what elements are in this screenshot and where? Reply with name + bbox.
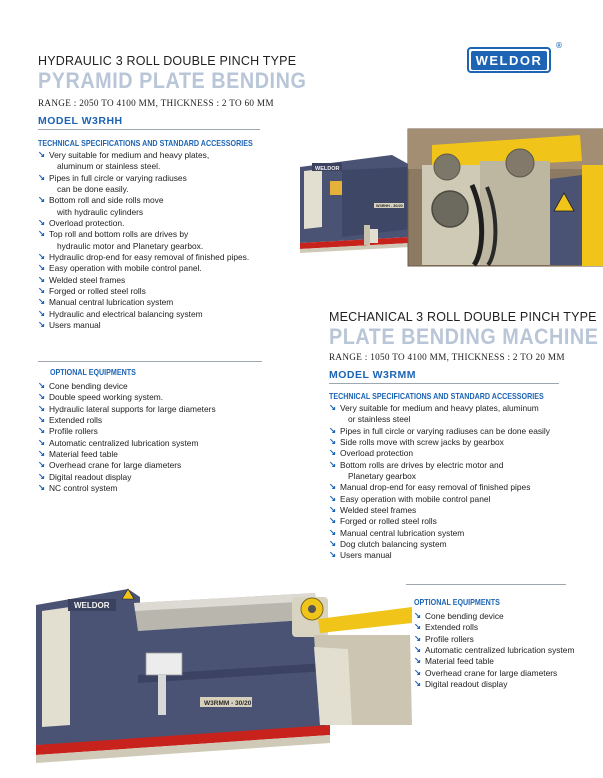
section1-model: MODEL W3RHH [38,115,123,127]
section1-spec-item: ↘ Very suitable for medium and heavy plates, [38,150,249,161]
section2-spec-item: ↘ Pipes in full circle or varying radiuses can be done easily [329,426,550,437]
section1-optional-item: ↘ NC control system [38,483,216,494]
machine-pedal [370,229,378,243]
section1-spec-item: can be done easily. [57,184,129,195]
section2-optional-item: ↘ Cone bending device [414,611,574,622]
mechanical-machine-photo [30,575,412,775]
closeup-roll-right [506,149,534,177]
section2-supertitle: MECHANICAL 3 ROLL DOUBLE PINCH TYPE [329,310,597,324]
section1-spec-item: aluminum or stainless steel. [57,161,161,172]
machine-yellow-plate [318,607,412,633]
machine-left-door [42,607,70,727]
section2-spec-item: ↘ Manual drop-end for easy removal of finished pipes [329,482,550,493]
section2-optional-list [414,611,574,690]
section1-optional-item: ↘ Hydraulic lateral supports for large diameters [38,404,216,415]
machine-control-panel [146,653,182,675]
section2-spec-item: or stainless steel [348,414,411,425]
closeup-roll-left [434,154,460,180]
weldor-logo-inner [471,51,547,70]
hydraulic-machine-photo [282,125,603,290]
section2-optional-item: ↘ Extended rolls [414,622,574,633]
machine-model-text: W3RMM - 30/20 [204,700,252,707]
section1-title: PYRAMID PLATE BENDING [38,68,307,93]
section1-optional-item: ↘ Extended rolls [38,415,216,426]
mechanical-machine-illustration [30,575,412,775]
section2-spec-item: ↘ Very suitable for medium and heavy plates, aluminum [329,403,550,414]
section2-model-rule [329,383,559,384]
section2-spec-item: ↘ Bottom rolls are drives by electric motor and [329,460,550,471]
hydraulic-machine-illustration [282,125,603,290]
section1-optional-heading: OPTIONAL EQUIPMENTS [50,367,136,377]
section1-specs-list [38,150,249,332]
section1-specs-heading: TECHNICAL SPECIFICATIONS AND STANDARD ACCESSORIES [38,138,253,148]
section2-optional-item: ↘ Automatic centralized lubrication system [414,645,574,656]
section1-optional-item: ↘ Digital readout display [38,472,216,483]
section2-spec-item: ↘ Forged or rolled steel rolls [329,516,550,527]
machine-flange-hub [308,605,316,613]
section2-spec-item: Planetary gearbox [348,471,416,482]
section2-optional-heading: OPTIONAL EQUIPMENTS [414,597,500,607]
section2-optional-rule [406,584,566,585]
machine-body-front [342,167,410,237]
section1-spec-item: ↘ Bottom roll and side rolls move [38,195,249,206]
section2-spec-item: ↘ Welded steel frames [329,505,550,516]
closeup-bottom-roll [432,191,468,227]
section2-optional-item: ↘ Overhead crane for large diameters [414,668,574,679]
machine-panel-stand [158,675,166,715]
section2-specs-list [329,403,550,562]
section1-spec-item: ↘ Manual central lubrication system [38,297,249,308]
section1-optional-list [38,381,216,494]
weldor-logo-text: WELDOR [475,52,543,68]
section2-spec-item: ↘ Overload protection [329,448,550,459]
section2-spec-item: ↘ Users manual [329,550,550,561]
section2-range: RANGE : 1050 TO 4100 MM, THICKNESS : 2 TO 20 MM [329,352,565,362]
machine-brand-text: WELDOR [74,601,110,610]
section1-spec-item: ↘ Users manual [38,320,249,331]
machine-model-text: W3RHH - 30/20 [376,204,403,209]
section2-spec-item: ↘ Easy operation with mobile control panel [329,494,550,505]
machine-left-panel [304,169,322,229]
section2-specs-heading: TECHNICAL SPECIFICATIONS AND STANDARD ACCESSORIES [329,391,544,401]
section1-spec-item: with hydraulic cylinders [57,206,144,217]
machine-stand [364,225,370,245]
machine-control-box [330,181,342,195]
section1-spec-item: ↘ Easy operation with mobile control panel. [38,263,249,274]
section1-optional-item: ↘ Profile rollers [38,426,216,437]
section1-spec-item: hydraulic motor and Planetary gearbox. [57,240,204,251]
section2-title: PLATE BENDING MACHINE [329,324,599,349]
machine-brand-text: WELDOR [315,166,340,172]
section1-model-rule [38,129,260,130]
section1-spec-item: ↘ Hydraulic drop-end for easy removal of finished pipes. [38,252,249,263]
section1-optional-item: ↘ Cone bending device [38,381,216,392]
section1-optional-item: ↘ Overhead crane for large diameters [38,460,216,471]
section2-spec-item: ↘ Dog clutch balancing system [329,539,550,550]
section1-supertitle: HYDRAULIC 3 ROLL DOUBLE PINCH TYPE [38,54,297,68]
machine-right-panel [314,647,352,725]
closeup-yellow-edge [582,165,603,266]
section2-model: MODEL W3RMM [329,369,416,381]
section2-spec-item: ↘ Side rolls move with screw jacks by gearbox [329,437,550,448]
section1-optional-item: ↘ Double speed working system. [38,392,216,403]
section2-optional-item: ↘ Profile rollers [414,634,574,645]
section2-optional-item: ↘ Digital readout display [414,679,574,690]
section1-optional-rule [38,361,262,362]
section1-spec-item: ↘ Forged or rolled steel rolls [38,286,249,297]
section2-spec-item: ↘ Manual central lubrication system [329,528,550,539]
section1-spec-item: ↘ Welded steel frames [38,275,249,286]
section1-optional-item: ↘ Material feed table [38,449,216,460]
section1-optional-item: ↘ Automatic centralized lubrication system [38,438,216,449]
section1-range: RANGE : 2050 TO 4100 MM, THICKNESS : 2 TO 60 MM [38,98,274,108]
registered-mark: ® [555,41,563,50]
weldor-logo [467,47,551,73]
section1-spec-item: ↘ Top roll and bottom rolls are drives by [38,229,249,240]
section2-optional-item: ↘ Material feed table [414,656,574,667]
section1-spec-item: ↘ Hydraulic and electrical balancing system [38,309,249,320]
section1-spec-item: ↘ Pipes in full circle or varying radiuses [38,173,249,184]
section1-spec-item: ↘ Overload protection. [38,218,249,229]
closeup-navy-side [550,175,582,265]
